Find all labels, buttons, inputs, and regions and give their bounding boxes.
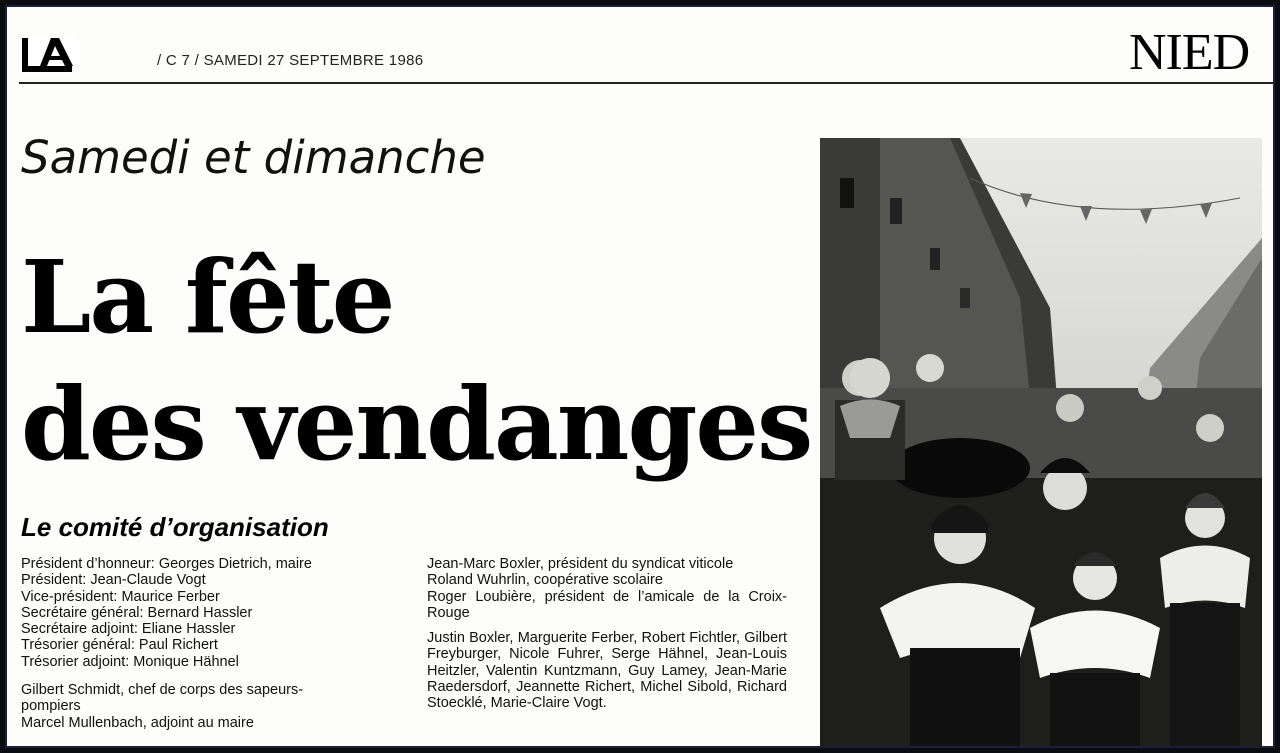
member-line: Jean-Marc Boxler, président du syndicat viticole bbox=[427, 556, 734, 572]
members-paragraph: Justin Boxler, Marguerite Ferber, Robert Fichtler, Gilbert Freyburger, Nicole Fuhrer, Serge Hähnel, Jean-Louis Heitzler, Valentin Kuntzmann, Guy Lamey, Jean-Marie Raedersdorf, Jeannette Richert, Michel Sibold, Richard Stoecklé, Marie-Claire Vogt. bbox=[427, 630, 787, 712]
member-line: Roland Wuhrlin, coopérative scolaire bbox=[427, 572, 663, 589]
committee-list-middle bbox=[427, 556, 787, 712]
role-line: Président d’honneur: Georges Dietrich, maire bbox=[21, 556, 312, 572]
member-line: Gilbert Schmidt, chef de corps des sapeurs-pompiers bbox=[21, 682, 304, 715]
headline-line-2: des vendanges bbox=[21, 365, 812, 483]
role-line: Président: Jean-Claude Vogt bbox=[21, 572, 206, 589]
committee-list-left bbox=[21, 556, 401, 731]
header-rule bbox=[19, 82, 1275, 84]
page-info: / C 7 / SAMEDI 27 SEPTEMBRE 1986 bbox=[157, 52, 424, 69]
role-line: Secrétaire général: Bernard Hassler bbox=[21, 604, 253, 621]
member-line: Roger Loubière, président de l’amicale de la Croix-Rouge bbox=[427, 588, 787, 621]
role-line: Secrétaire adjoint: Eliane Hassler bbox=[21, 621, 236, 638]
headline-line-1: La fête bbox=[21, 238, 394, 356]
role-line: Vice-président: Maurice Ferber bbox=[21, 588, 220, 605]
role-line: Trésorier adjoint: Monique Hähnel bbox=[21, 653, 239, 670]
section-name: NIED bbox=[1129, 24, 1250, 81]
newspaper-page bbox=[5, 5, 1275, 748]
member-line: Marcel Mullenbach, adjoint au maire bbox=[21, 714, 254, 731]
role-line: Trésorier général: Paul Richert bbox=[21, 637, 218, 654]
article-kicker: Samedi et dimanche bbox=[21, 131, 486, 184]
article-subhead: Le comité d’organisation bbox=[21, 512, 329, 542]
festival-photo bbox=[820, 138, 1262, 747]
newspaper-logo bbox=[21, 37, 75, 73]
